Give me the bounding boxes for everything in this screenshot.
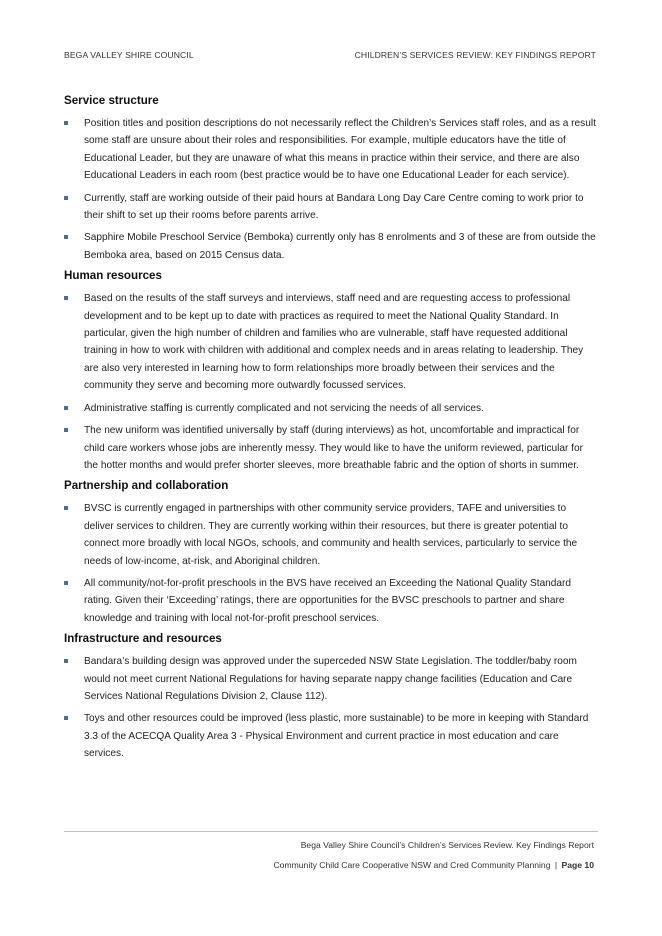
section-human-resources bbox=[64, 269, 598, 474]
bullet-list bbox=[64, 290, 598, 474]
bullet-list bbox=[64, 115, 598, 264]
bullet-text: Administrative staffing is currently complicated and not servicing the needs of all services. bbox=[84, 402, 484, 414]
square-bullet-icon bbox=[64, 659, 68, 663]
section-heading: Partnership and collaboration bbox=[64, 479, 229, 493]
section-infrastructure-resources bbox=[64, 632, 598, 762]
bullet-text: BVSC is currently engaged in partnerships with other community service providers, TAFE and universities to deliver services to children. They are currently working within their resources, but there is greater potential to connect more broadly with local NGOs, schools, and community and health services, particularly to service the needs of low-income, at-risk, and Aboriginal children. bbox=[84, 503, 578, 567]
header-report-title: CHILDREN’S SERVICES REVIEW: KEY FINDINGS REPORT bbox=[354, 50, 596, 60]
square-bullet-icon bbox=[64, 581, 68, 585]
bullet-text: All community/not-for-profit preschools in the BVS have received an Exceeding the National Quality Standard rating. Given their ‘Exceeding’ ratings, there are opportunities for the BVSC preschools to partner and share knowledge and training with local not-for-profit preschool services. bbox=[84, 577, 571, 624]
footer-authors: Community Child Care Cooperative NSW and Cred Community Planning bbox=[273, 860, 551, 870]
footer-credit-line bbox=[64, 860, 594, 870]
bullet-text: Bandara’s building design was approved under the superceded NSW State Legislation. The toddler/baby room would not meet current National Regulations for having separate nappy change facilities (Education and Care Services National Regulations Division 2, Clause 112). bbox=[84, 656, 577, 702]
bullet-item bbox=[64, 710, 598, 762]
page-number: Page 10 bbox=[561, 860, 594, 870]
footer-divider bbox=[64, 831, 598, 832]
section-heading: Human resources bbox=[64, 269, 162, 283]
bullet-list bbox=[64, 653, 598, 762]
bullet-item bbox=[64, 290, 598, 394]
bullet-text: Sapphire Mobile Preschool Service (Bemboka) currently only has 8 enrolments and 3 of these are from outside the Bemboka area, based on 2015 Census data. bbox=[84, 232, 596, 261]
square-bullet-icon bbox=[64, 296, 68, 300]
running-header bbox=[64, 50, 596, 60]
bullet-text: Toys and other resources could be improved (less plastic, more sustainable) to be more in keeping with Standard 3.3 of the ACECQA Quality Area 3 - Physical Environment and current practice in most education and care services. bbox=[84, 713, 589, 760]
bullet-item bbox=[64, 422, 598, 474]
section-partnership-collaboration bbox=[64, 479, 598, 627]
bullet-item bbox=[64, 190, 598, 225]
bullet-item bbox=[64, 500, 598, 570]
square-bullet-icon bbox=[64, 196, 68, 200]
bullet-list bbox=[64, 500, 598, 627]
square-bullet-icon bbox=[64, 235, 68, 239]
bullet-item bbox=[64, 400, 598, 417]
square-bullet-icon bbox=[64, 506, 68, 510]
square-bullet-icon bbox=[64, 406, 68, 410]
square-bullet-icon bbox=[64, 428, 68, 432]
bullet-item bbox=[64, 653, 598, 705]
footer-report-line: Bega Valley Shire Council’s Children’s Services Review. Key Findings Report bbox=[300, 840, 594, 850]
bullet-text: Currently, staff are working outside of their paid hours at Bandara Long Day Care Centre coming to work prior to their shift to set up their rooms before parents arrive. bbox=[84, 192, 584, 222]
document-body bbox=[64, 94, 598, 768]
bullet-text: The new uniform was identified universally by staff (during interviews) as hot, uncomfortable and impractical for child care workers whose jobs are inherently messy. They would like to have the uniform reviewed, particular for the hotter months and would prefer shorter sleeves, more breathable fabric and the option of shorts in summer. bbox=[84, 425, 583, 471]
bullet-item bbox=[64, 115, 598, 185]
square-bullet-icon bbox=[64, 121, 68, 125]
square-bullet-icon bbox=[64, 716, 68, 720]
header-organisation: BEGA VALLEY SHIRE COUNCIL bbox=[64, 50, 194, 60]
section-heading: Infrastructure and resources bbox=[64, 632, 222, 646]
section-heading: Service structure bbox=[64, 94, 159, 107]
footer-separator: | bbox=[554, 860, 558, 870]
bullet-text: Based on the results of the staff surveys and interviews, staff need and are requesting access to professional development and to be kept up to date with practices as required to meet the National Quality Standard. In particular, given the high number of children and families who are vulnerable, staff have requested additional training in how to work with children with additional and complex needs and in areas relating to leadership. They are also very interested in learning how to form relationships more broadly between their services and the community they serve and becoming more outwardly focussed services. bbox=[84, 293, 584, 392]
bullet-item bbox=[64, 229, 598, 264]
section-service-structure bbox=[64, 94, 598, 264]
bullet-item bbox=[64, 575, 598, 627]
bullet-text: Position titles and position descriptions do not necessarily reflect the Children’s Services staff roles, and as a result some staff are unsure about their roles and responsibilities. For example, multiple educators have the title of Educational Leader, but they are unaware of what this means in practice within their service, and there are also Educational Leaders in each room (best practice would be to have one Educational Leader for each service). bbox=[84, 118, 596, 182]
